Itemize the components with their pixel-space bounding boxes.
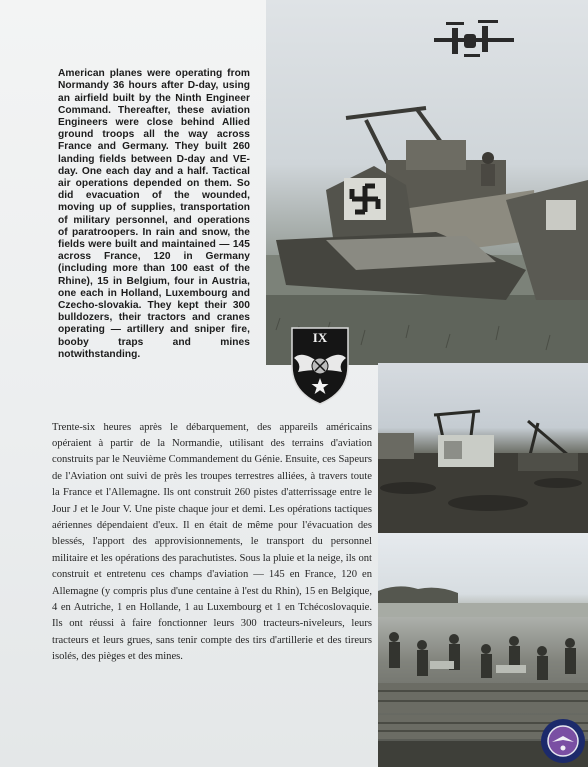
flying-plane-icon: [434, 20, 514, 57]
photo-bulldozer-wreck: [266, 0, 588, 365]
english-paragraph: American planes were operating from Normandy 36 hours after D-day, using an airfield built by the Ninth Engineer Command. Thereafter, these aviation Engineers were close behind Allied ground troops all the way across France and Germany. They built 260 landing fields between D-day and VE-day. One each day and a half. Tactical air operations depended on them. So did evacuation of the wounded, moving up of supplies, transportation of military personnel, and operations of paratroopers. In rain and snow, the fields were built and maintained — 145 across France, 120 in Germany (including more than 100 east of the Rhine), 15 in Belgium, four in Austria, one each in Holland, Luxembourg and Czecho-slovakia. They kept their 300 bulldozers, their tractors and cranes operating — artillery and sniper fire, booby traps and mines notwithstanding.: [58, 68, 250, 360]
emblem-numeral: IX: [312, 330, 328, 345]
french-paragraph: Trente-six heures après le débarquement, des appareils américains opéraient à partir de la Normandie, utilisant des terrains d'aviation construits par le Neuvième Commandement du Génie. Ensuite, ces Sapeurs de l'Aviation ont suivi de près les troupes terrestres alliées, à travers toute la France et l'Allemagne. Ils ont construit 260 pistes d'atterrissage entre le Jour J et le Jour V. Une piste chaque jour et demi. Les opérations tactiques aériennes dépendaient d'eux. Il en était de même pour l'évacuation des blessés, l'apport des approvisionnements, le transport du personnel militaire et les opérations des parachutistes. Sous la pluie et la neige, ils ont construit et entretenu ces champs d'aviation — 145 en France, 120 en Allemagne (y compris plus d'une centaine à l'est du Rhin), 15 en Belgique, 4 en Autriche, 1 en Hollande, 1 au Luxembourg et 1 en Tchécoslovaquie. Ils ont réussi à faire fonctionner leurs 300 tracteurs-niveleurs, leurs tracteurs et leurs grues, sans tenir compte des tirs d'artillerie et des tireurs isolés, des pièges et des mines.: [52, 421, 372, 663]
aviation-seal-logo: [540, 718, 586, 764]
ix-engineer-command-emblem: [288, 324, 352, 406]
photo-crane-tractor: [378, 363, 588, 533]
